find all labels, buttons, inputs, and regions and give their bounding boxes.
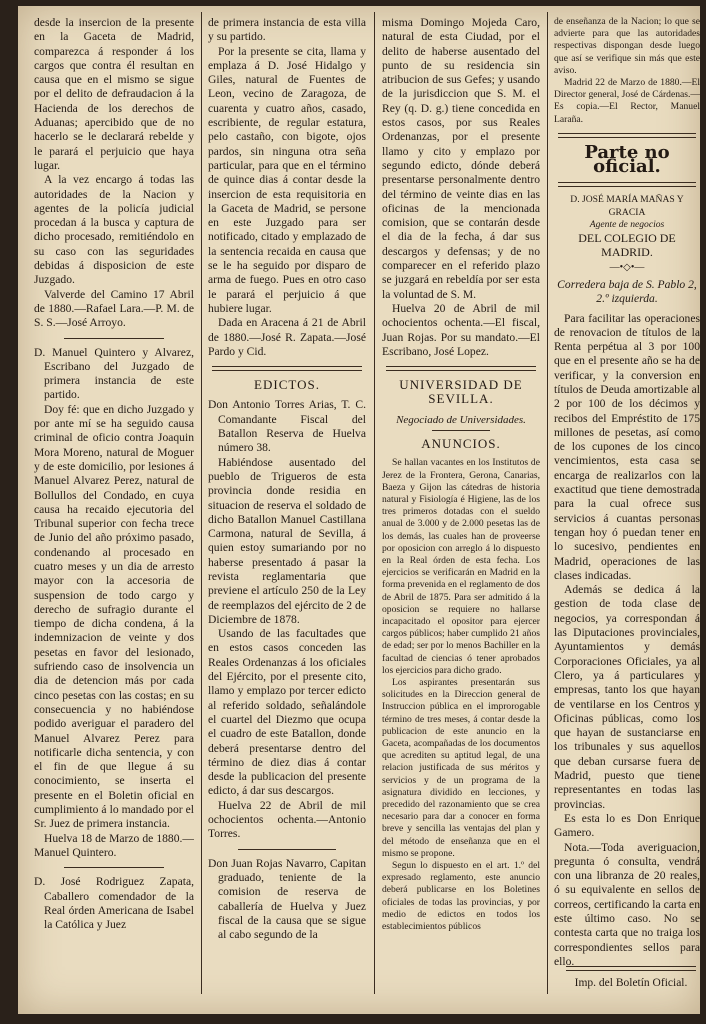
summons-body: Por la presente se cita, llama y emplaza á D. José Hidalgo y Giles, natural de Fuentes de Leon, vecino de Zaragoza, de cuarenta y cuatro años, casado, escribiente, de regular estatura, pelo castaño, con bigote, ojos pardos, sin ninguna otra seña particular, para que en el término de quince dias á contar desde la insercion de esta requisitoria en la Gaceta de Madrid, se persone en este Juzgado para ser notificado, citado y emplazado de la sentencia recaida en causa que se le ha seguido por disparo de arma de fuego. Pues en otro caso le parará el perjuicio á que hubiere lugar. — [208, 44, 366, 315]
notice-heading: D. José Rodriguez Zapata, Caballero comendador de la Real órden Americana de Isabel la Católica y Juez — [34, 875, 194, 932]
column-divider — [547, 12, 548, 994]
section-heading-university: UNIVERSIDAD DE SEVILLA. — [399, 377, 523, 407]
capture-order: A la vez encargo á todas las autoridades de la Nacion y agentes de la policía judicial procedan á la busca y captura de dicho procesado, remitiéndolo en su caso con las seguridades debidas á disposicion de este Juzgado. — [34, 173, 194, 287]
edict-body: Habiéndose ausentado del pueblo de Trigueros de esta provincia donde residia en situacion de reserva el soldado de dicho Batallon Manuel Castillana Carmona, natural de Sevilla, á quien estoy sumariando por no haberse presentado á pasar la revista reglamentaria que previene el artículo 250 de la Ley de reemplazos del ejército de 2 de Diciembre de 1878. — [208, 455, 366, 626]
column-2 — [208, 16, 366, 992]
announcement-body: Los aspirantes presentarán sus solicitudes en la Direccion general de Instruccion pública en el improrogable término de tres meses, á contar desde la publicacion de este anuncio en la Gaceta, acompañadas de los documentos que acrediten su aptitud legal, de una relacion justificada de sus méritos y servicios y de un programa de la asignatura dividido en lecciones, y precedido del razonamiento que se crea necesario para dar a conocer en forma breve y sencilla las ventajas del plan y del método de enseñanza que en el mismo se propone. — [382, 676, 540, 859]
announcement-body: Se hallan vacantes en los Institutos de Jerez de la Frontera, Gerona, Canarias, Baeza y Gijon las cátedras de historia natural y Fisiología é Higiene, las de los tres primeros dotadas con el sueldo anual de 3.000 y de 2.000 pesetas las de los demás, las cuales han de proveerse por oposicion con arreglo á lo dispuesto en la Real órden de esta fecha. Los ejercicios se verificarán en Madrid en la forma prevenida en el reglamento de dos de Abril de 1875. Para ser admitido á la oposicion se requiere no hallarse incapacitado el opositor para ejercer cargos públicos; haber cumplido 21 años de edad; ser por lo menos Bachiller en la facultad de ciencias ó tener aprobados los ejercicios para dicho grado. — [382, 457, 540, 676]
column-divider — [201, 12, 202, 994]
section-divider — [64, 867, 164, 868]
ornament-divider: —•◇•— — [609, 261, 645, 273]
section-divider — [212, 366, 362, 371]
newspaper-page — [18, 6, 700, 1014]
edict-body: Usando de las facultades que en estos casos conceden las Reales Ordenanzas á los oficiales del Ejército, por el presente cito, llamo y emplazo por tercer edicto al referido soldado, señalándole el cuartel del Diezmo que ocupa el cuadro de este Batallon, donde deberá presentarse dentro del término de diez dias á contar desde la publicacion del presente edicto, á dar sus descargos. — [208, 627, 366, 798]
section-divider — [64, 338, 164, 339]
agent-title: Agente de negocios — [589, 218, 665, 230]
signature-line: Madrid 22 de Marzo de 1880.—El Director general, José de Cárdenas.—Es copia.—El Rector, Manuel Laraña. — [554, 77, 700, 125]
section-divider — [558, 133, 696, 138]
advertisement-body: Es esta lo es Don Enrique Gamero. — [554, 811, 700, 840]
column-divider — [374, 12, 375, 994]
column-3 — [382, 16, 540, 992]
signature-line: Huelva 18 de Marzo de 1880.—Manuel Quintero. — [34, 831, 194, 859]
signature-line: Dada en Aracena á 21 de Abril de 1880.—José R. Zapata.—José Pardo y Cid. — [208, 316, 366, 358]
notice-heading: Don Juan Rojas Navarro, Capitan graduado, teniente de la comision de reserva de caballería de Huelva y Juez fiscal de la causa que se sigue al cabo segundo de la — [208, 856, 366, 942]
section-subheading: Negociado de Universidades. — [396, 413, 526, 426]
column-1 — [34, 16, 194, 992]
agent-address: Corredera baja de S. Pablo 2, 2.º izquierda. — [557, 277, 697, 306]
section-heading-edictos: EDICTOS. — [254, 377, 320, 393]
section-divider — [386, 366, 536, 371]
printer-imprint — [566, 966, 696, 989]
requisitoria-continuation: desde la insercion de la presente en la Gaceta de Madrid, comparezca á responder á los cargos que contra él resultan en causa que en el mismo se sigue por el delito de defraudacion á la Hacienda de los derechos de Aduanas; apercibido que de no hacerlo se le declarará rebelde y le parará el perjuicio que haya lugar. — [34, 16, 194, 172]
notice-heading: Don Antonio Torres Arias, T. C. Comandante Fiscal del Batallon Reserva de Huelva número 38. — [208, 398, 366, 455]
requisitoria-continuation: de primera instancia de esta villa y su partido. — [208, 16, 366, 44]
signature-line: Huelva 22 de Abril de mil ochocientos ochenta.—Antonio Torres. — [208, 798, 366, 841]
section-divider — [238, 849, 336, 850]
imprint-text: Imp. del Boletín Oficial. — [574, 977, 688, 989]
column-4 — [554, 16, 700, 992]
advertisement-body: Para facilitar las operaciones de renovacion de títulos de la Renta perpétua al 3 por 100 que en el presente año se ha de verificar, y la conversion en títulos de Deuda amortizable al 2 por 100 de los décimos y recibos del Empréstito de 175 millones de pesetas, así como de los cupones de los cinco vencimientos, esta casa se encarga de realizarlos con la exactitud que tiene demostrada para la cual ofrece sus servicios á cuantas personas tengan hoy ó puedan tener en lo sucesivo, pendientes en Madrid, operaciones de las clases indicadas. — [554, 311, 700, 582]
section-heading-anuncios: ANUNCIOS. — [421, 436, 501, 452]
advertisement-body: Además se dedica á la gestion de toda clase de negocios, ya correspondan á las Diputaciones provinciales, Ayuntamientos y demás Corporaciones Oficiales, ya al Clero, ya á particulares y empresas, tanto los que hayan de ventilarse en los Centros y Oficinas públicas, como los que hayan de sustanciarse en los tribunales y sus aquellos que deban cursarse fuera de Madrid, puesto que tiene representantes en todas las provincias. — [554, 583, 700, 811]
announcement-body: Segun lo dispuesto en el art. 1.º del expresado reglamento, este anuncio deberá publicarse en los Boletines oficiales de todas las provincias, y por medio de edictos en todos los establecimientos públicos — [382, 860, 540, 933]
edict-continuation: misma Domingo Mojeda Caro, natural de esta Ciudad, por el delito de haberse ausentado del punto de su residencia sin atribucion de sus Gefes; y usando de la jurisdiccion que S. M. el Rey (q. D. g.) tiene concedida en estos casos, por sus Reales Ordenanzas, por el presente llamo y cito y emplazo por segundo edicto, dónde deberá presentarse personalmente dentro del término de veinte dias en las oficinas de la mencionada comision, que se contarán desde el dia de la fecha, á dar sus descargos y defensas; y de no comparecer en el referido plazo se juzgará en rebeldía por ser esta la voluntad de S. M. — [382, 16, 540, 301]
agent-name: D. JOSÉ MARÍA MAÑAS Y GRACIA — [570, 194, 684, 218]
signature-line: Huelva 20 de Abril de mil ochocientos ochenta.—El fiscal, Juan Rojas. Por su mandato.—El Escribano, José Lopez. — [382, 301, 540, 358]
advertisement-note: Nota.—Toda averiguacion, pregunta ó consulta, vendrá con una libranza de 20 reales, ó su equivalente en sellos de correos, certificando la carta en este último caso. No se contesta carta que no traiga los correspondientes sellos para ello. — [554, 840, 700, 968]
section-divider — [566, 966, 696, 971]
section-heading-parte-no-oficial: Parte no oficial. — [584, 141, 670, 178]
notice-body: Doy fé: que en dicho Juzgado y por ante mí se ha seguido causa criminal de oficio contra Joaquin Mora Moreno, natural de Moguer y de este domicilio, por lesiones á Manuel Alvarez Perez, natural de Bollullos del Condado, en cuya causa ha recaido ejecutoria del Tribunal superior con fecha trece de Junio del año próximo pasado, condenando al procesado en cuatro meses y un dia de arresto mayor con la accesoria de suspension de todo cargo y derecho de sufragio durante el tiempo de dicha condena, á la indemnizacion de veinte y dos pesetas en favor del lesionado, sufriendo caso de insolvencia un dia de detencion más por cada cinco pesetas con las costas; en su consecuencia y no habiéndose podido averiguar el paradero del Manuel Alvarez Perez para notificarle dicha sentencia, y con el fin de que llegue á su conocimiento, se inserta el presente en el Boletin oficial en cumplimiento á lo mandado por el Sr. Juez de primera instancia. — [34, 402, 194, 831]
notice-heading: D. Manuel Quintero y Alvarez, Escribano del Juzgado de primera instancia de este partido. — [34, 345, 194, 402]
agent-organization: DEL COLEGIO DE MADRID. — [578, 231, 676, 260]
signature-line: Valverde del Camino 17 Abril de 1880.—Rafael Lara.—P. M. de S. S.—José Arroyo. — [34, 287, 194, 330]
section-divider — [558, 182, 696, 187]
section-divider — [432, 430, 490, 431]
announcement-continuation: de enseñanza de la Nacion; lo que se advierte para que las autoridades respectivas dispongan desde luego que así se verifique sin más que este aviso. — [554, 16, 700, 76]
